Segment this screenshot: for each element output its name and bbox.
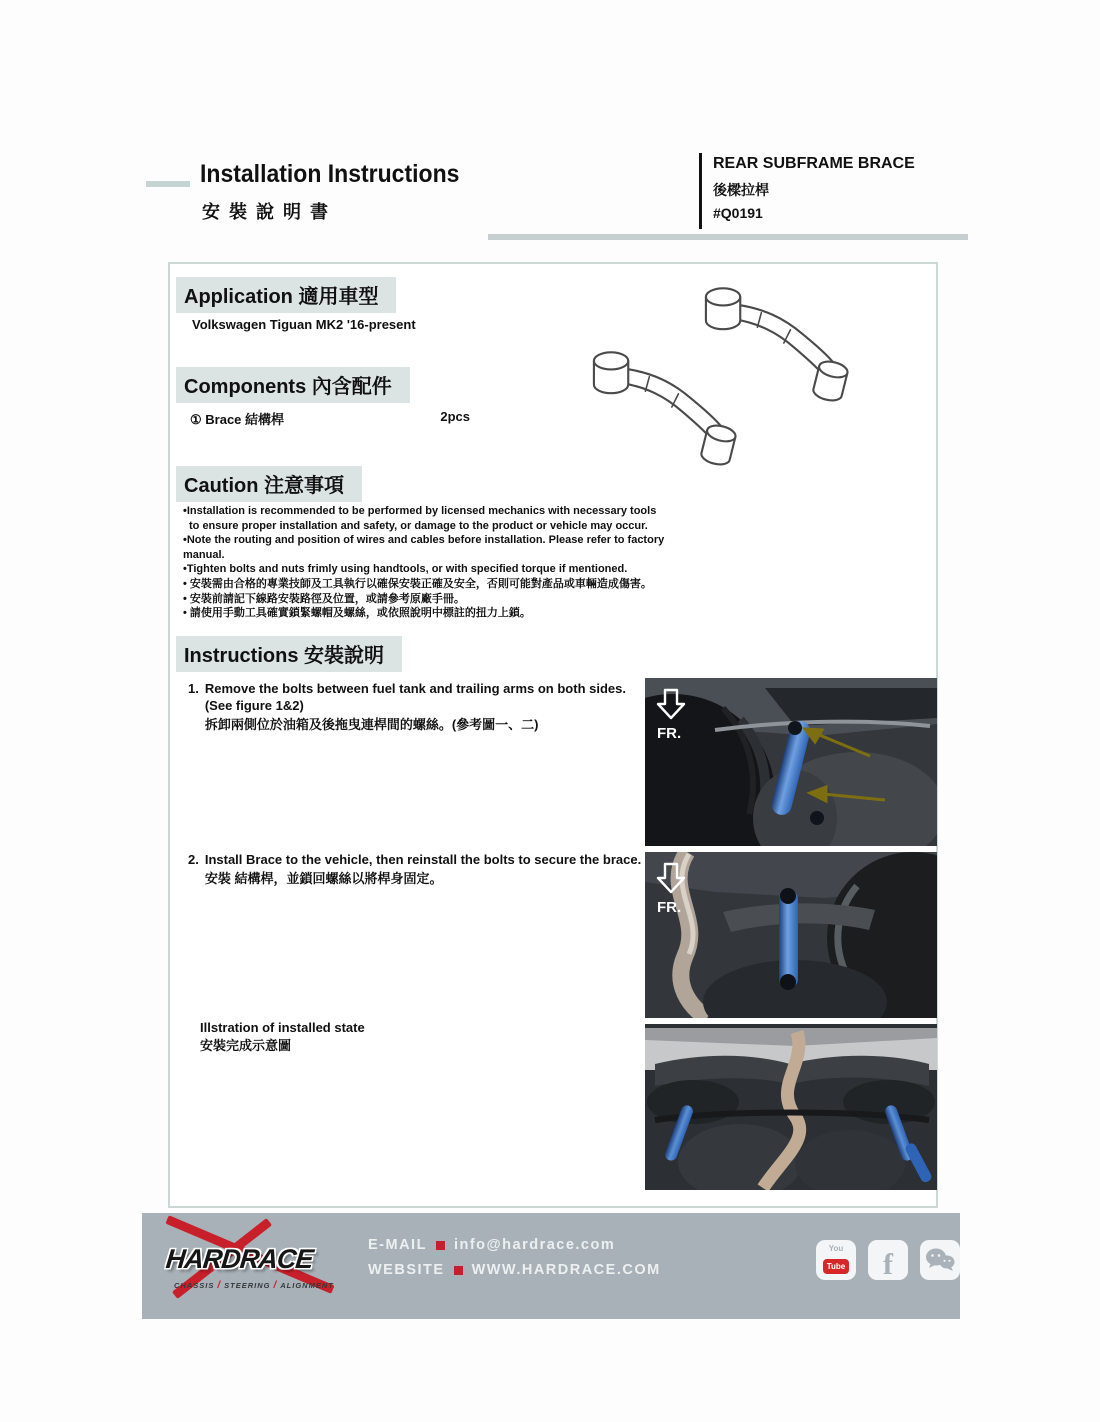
tagline-word: CHASSIS [174, 1281, 215, 1290]
title-dash-decoration [146, 181, 190, 187]
caution-line: • 請使用手動工具確實鎖緊螺帽及螺絲，或依照說明中標註的扭力上鎖。 [183, 607, 531, 620]
product-name: REAR SUBFRAME BRACE [713, 155, 915, 172]
bullet-square-icon [454, 1266, 463, 1275]
header-divider-line [488, 234, 968, 240]
photo-figure-2 [645, 852, 937, 1018]
page-title: Installation Instructions [200, 160, 460, 188]
application-vehicle-text: Volkswagen Tiguan MK2 '16-present [192, 317, 416, 332]
step-text-zh: 拆卸兩側位於油箱及後拖曳連桿間的螺絲。(參考圖一、二) [204, 717, 539, 732]
caution-line: •Tighten bolts and nuts frimly using handtools, or with specified torque if mentioned. [183, 563, 628, 576]
email-label: E-MAIL [368, 1237, 427, 1253]
component-item-row [190, 409, 470, 428]
caution-line: •Installation is recommended to be performed by licensed mechanics with necessary tools [183, 505, 657, 517]
caution-line: •Note the routing and position of wires and cables before installation. Please refer to factory manual. [183, 534, 665, 561]
caution-section-heading: Caution 注意事項 [176, 466, 362, 502]
step-text-zh: 安裝 結構桿，並鎖回螺絲以將桿身固定。 [204, 871, 443, 886]
caution-list [183, 504, 683, 621]
instructions-section-heading: Instructions 安裝說明 [176, 636, 402, 672]
contact-block [368, 1237, 661, 1278]
photo-figure-1-art [645, 678, 937, 846]
product-code: #Q0191 [713, 205, 763, 221]
wechat-bubbles-glyph [925, 1247, 955, 1273]
tagline-word: ALIGNMENT [280, 1281, 334, 1290]
tagline-separator: / [273, 1280, 278, 1291]
wechat-icon[interactable] [920, 1240, 960, 1280]
step-number: 2. [188, 852, 199, 867]
bullet-square-icon [436, 1241, 445, 1250]
caption-en: Illstration of installed state [200, 1020, 365, 1035]
step-text-en: Install Brace to the vehicle, then reinstall the bolts to secure the brace. [204, 852, 642, 867]
photo-figure-3-art [645, 1024, 937, 1190]
installed-state-caption [200, 1019, 365, 1055]
caution-line: • 安裝前請記下線路安裝路徑及位置，或請參考原廠手冊。 [183, 592, 465, 605]
youtube-icon[interactable] [816, 1240, 856, 1280]
components-section-heading: Components 內含配件 [176, 367, 410, 403]
fr-label: FR. [657, 899, 682, 916]
fr-label: FR. [657, 725, 682, 742]
brace-product-illustration [580, 283, 930, 473]
step-text-en: Remove the bolts between fuel tank and trailing arms on both sides. (See figure 1&2) [204, 681, 626, 713]
product-header-bar [699, 153, 702, 229]
step-number: 1. [188, 681, 199, 696]
brand-tagline [174, 1280, 334, 1291]
hardrace-logo [152, 1220, 362, 1310]
brand-name: HARDRACE [164, 1244, 315, 1274]
tagline-word: STEERING [224, 1281, 271, 1290]
photo-figure-3 [645, 1024, 937, 1190]
component-item-qty: 2pcs [440, 409, 470, 424]
social-icons-row [816, 1240, 960, 1280]
youtube-top-text: You [828, 1244, 844, 1253]
page-title-chinese: 安裝說明書 [202, 202, 337, 222]
website-label: WEBSITE [368, 1262, 445, 1278]
youtube-badge-text: Tube [823, 1259, 849, 1274]
instruction-step-1 [188, 680, 656, 733]
instruction-step-2 [188, 851, 656, 887]
facebook-glyph: f [883, 1248, 893, 1281]
caution-line: • 安裝需由合格的專業技師及工具執行以確保安裝正確及安全，否則可能對產品或車輛造成傷害。 [183, 577, 652, 590]
application-section-heading: Application 適用車型 [176, 277, 396, 313]
component-item-label: ① Brace 結構桿 [190, 412, 285, 427]
facebook-icon[interactable] [868, 1240, 908, 1280]
photo-figure-2-art [645, 852, 937, 1018]
caption-zh: 安裝完成示意圖 [200, 1038, 292, 1053]
photo-figure-1 [645, 678, 937, 846]
website-line [368, 1262, 661, 1278]
email-value[interactable]: info@hardrace.com [453, 1237, 616, 1253]
email-line [368, 1237, 661, 1253]
website-value[interactable]: WWW.HARDRACE.COM [471, 1262, 661, 1278]
product-name-chinese: 後樑拉桿 [713, 182, 769, 198]
blue-brace [779, 890, 798, 988]
tagline-separator: / [217, 1280, 222, 1291]
caution-line: to ensure proper installation and safety, or damage to the product or vehicle may occur. [189, 519, 648, 532]
